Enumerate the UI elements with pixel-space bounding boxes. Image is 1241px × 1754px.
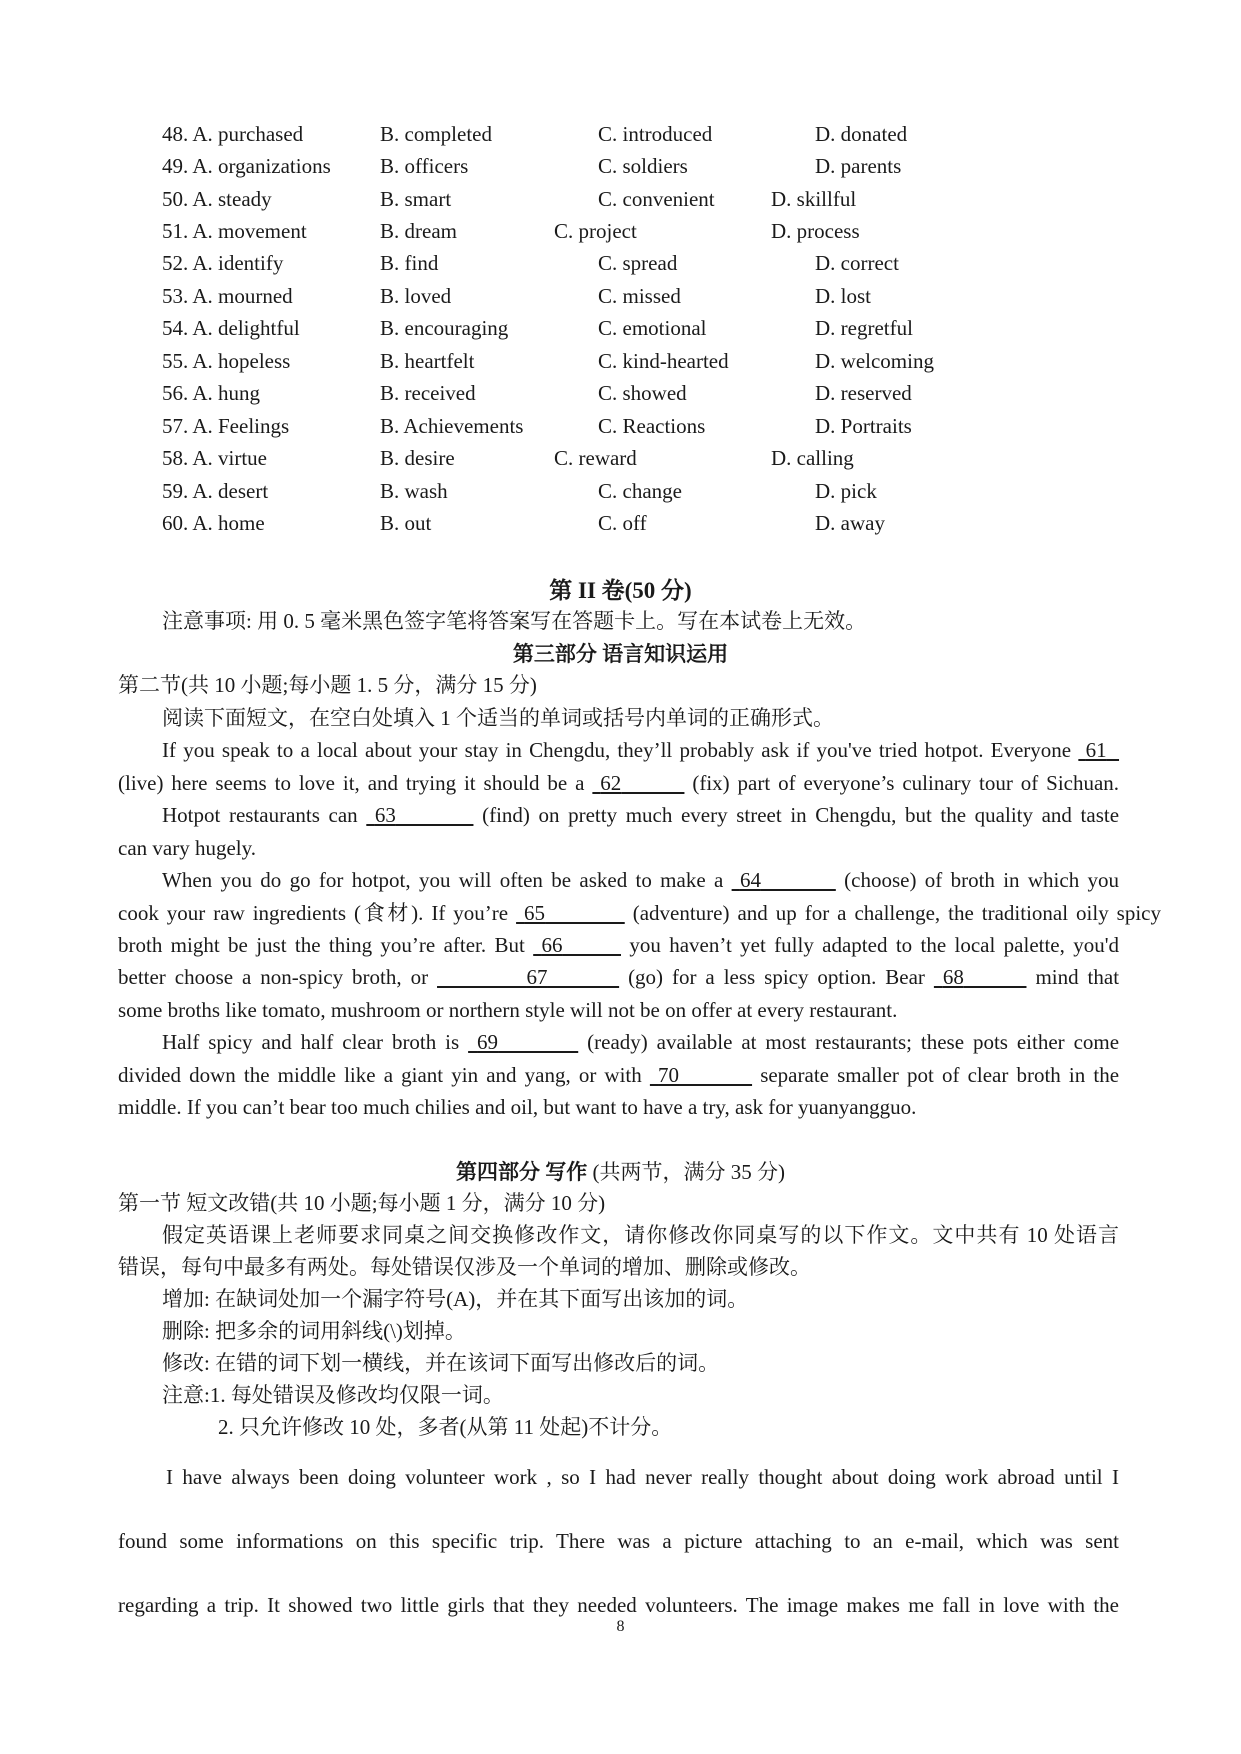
option-b: B. wash xyxy=(380,479,448,503)
passage-line: If you speak to a local about your stay in Chengdu, they’ll probably ask if you've tried hotpot. Everyone 61 xyxy=(162,735,1119,765)
passage-line: middle. If you can’t bear too much chilies and oil, but want to have a try, ask for yuanyangguo. xyxy=(118,1095,917,1119)
option-c: C. off xyxy=(598,511,647,535)
passage-line: When you do go for hotpot, you will often be asked to make a 64 (choose) of broth in which you xyxy=(162,868,1120,892)
delete-rule: 删除: 把多余的词用斜线(\)划掉。 xyxy=(162,1319,466,1343)
option-c: C. project xyxy=(554,219,637,243)
passage-line: broth might be just the thing you’re after. But 66 you haven’t yet fully adapted to the local palette, you'd xyxy=(118,933,1120,957)
option-a: 54. A. delightful xyxy=(162,316,300,340)
part2-notice: 注意事项: 用 0. 5 毫米黑色签字笔将答案写在答题卡上。写在本试卷上无效。 xyxy=(162,609,867,633)
option-d: D. correct xyxy=(815,251,899,275)
part4-title: 第四部分 写作 (共两节，满分 35 分) xyxy=(456,1160,785,1184)
option-c: C. Reactions xyxy=(598,414,706,438)
option-b: B. out xyxy=(380,511,432,535)
essay-line: regarding a trip. It showed two little girls that they needed volunteers. The image makes me fall in love with the xyxy=(118,1593,1119,1617)
blank-69[interactable]: 69 xyxy=(477,1030,499,1054)
blank-64[interactable]: 64 xyxy=(739,868,761,892)
part4-instruction: 错误，每句中最多有两处。每处错误仅涉及一个单词的增加、删除或修改。 xyxy=(118,1255,811,1279)
option-d: D. donated xyxy=(815,122,908,146)
option-c: C. missed xyxy=(598,284,681,308)
option-row-55 xyxy=(0,346,1241,376)
option-row-48 xyxy=(0,119,1241,149)
blank-68[interactable]: 68 xyxy=(942,965,964,989)
part3-title: 第三部分 语言知识运用 xyxy=(512,642,729,666)
option-d: D. process xyxy=(771,219,860,243)
option-a: 57. A. Feelings xyxy=(162,414,290,438)
passage-line: better choose a non-spicy broth, or 67 (go) for a less spicy option. Bear 68 mind that xyxy=(118,965,1120,989)
option-c: C. kind-hearted xyxy=(598,349,729,373)
passage-line: Hotpot restaurants can 63 (find) on pretty much every street in Chengdu, but the quality and taste xyxy=(162,803,1120,827)
blank-63[interactable]: 63 xyxy=(374,803,396,827)
option-a: 58. A. virtue xyxy=(162,446,267,470)
part3-instruction: 阅读下面短文，在空白处填入 1 个适当的单词或括号内单词的正确形式。 xyxy=(162,706,834,730)
option-d: D. pick xyxy=(815,479,877,503)
option-row-50 xyxy=(0,184,1241,214)
option-b: B. encouraging xyxy=(380,316,509,340)
option-a: 59. A. desert xyxy=(162,479,269,503)
part2-title: 第 II 卷(50 分) xyxy=(549,578,692,603)
option-c: C. convenient xyxy=(598,187,715,211)
note-2: 2. 只允许修改 10 处，多者(从第 11 处起)不计分。 xyxy=(218,1415,673,1439)
option-b: B. received xyxy=(380,381,476,405)
note-1: 注意:1. 每处错误及修改均仅限一词。 xyxy=(162,1383,504,1407)
option-d: D. lost xyxy=(815,284,872,308)
blank-66[interactable]: 66 xyxy=(541,933,563,957)
passage-line: can vary hugely. xyxy=(118,836,256,860)
option-c: C. soldiers xyxy=(598,154,688,178)
option-c: C. change xyxy=(598,479,682,503)
option-b: B. desire xyxy=(380,446,455,470)
option-d: D. regretful xyxy=(815,316,913,340)
option-d: D. welcoming xyxy=(815,349,934,373)
option-a: 52. A. identify xyxy=(162,251,284,275)
essay-line: I have always been doing volunteer work , so I had never really thought about doing work abroad until I xyxy=(166,1465,1119,1489)
option-d: D. skillful xyxy=(771,187,857,211)
option-row-60 xyxy=(0,508,1241,538)
blank-67[interactable]: 67 xyxy=(526,965,548,989)
option-d: D. parents xyxy=(815,154,902,178)
option-a: 50. A. steady xyxy=(162,187,272,211)
option-row-52 xyxy=(0,248,1241,278)
option-b: B. dream xyxy=(380,219,457,243)
passage-line: Half spicy and half clear broth is 69 (ready) available at most restaurants; these pots either come xyxy=(162,1030,1120,1054)
option-a: 51. A. movement xyxy=(162,219,307,243)
option-d: D. Portraits xyxy=(815,414,912,438)
option-b: B. find xyxy=(380,251,439,275)
part3-section: 第二节(共 10 小题;每小题 1. 5 分，满分 15 分) xyxy=(118,673,537,697)
essay-line: found some informations on this specific trip. There was a picture attaching to an e-mail, which was sent xyxy=(118,1529,1119,1553)
option-row-57 xyxy=(0,411,1241,441)
option-row-59 xyxy=(0,476,1241,506)
add-rule: 增加: 在缺词处加一个漏字符号(A)，并在其下面写出该加的词。 xyxy=(162,1287,749,1311)
passage-line: cook your raw ingredients (食材). If you’re 65 (adventure) and up for a challenge, the traditional oily spicy xyxy=(118,901,1161,925)
option-b: B. officers xyxy=(380,154,469,178)
modify-rule: 修改: 在错的词下划一横线，并在该词下面写出修改后的词。 xyxy=(162,1351,720,1375)
blank-70[interactable]: 70 xyxy=(658,1063,680,1087)
option-d: D. reserved xyxy=(815,381,912,405)
passage-line: some broths like tomato, mushroom or northern style will not be on offer at every restaurant. xyxy=(118,998,898,1022)
option-row-49 xyxy=(0,151,1241,181)
option-d: D. calling xyxy=(771,446,854,470)
blank-62[interactable]: 62 xyxy=(600,771,622,795)
option-c: C. spread xyxy=(598,251,678,275)
blank-65[interactable]: 65 xyxy=(524,901,546,925)
option-row-56 xyxy=(0,378,1241,408)
option-b: B. loved xyxy=(380,284,452,308)
option-c: C. reward xyxy=(554,446,637,470)
option-c: C. introduced xyxy=(598,122,713,146)
option-a: 49. A. organizations xyxy=(162,154,331,178)
option-a: 48. A. purchased xyxy=(162,122,304,146)
option-a: 60. A. home xyxy=(162,511,265,535)
passage-line: (live) here seems to love it, and trying it should be a 62 (fix) part of everyone’s culinary tour of Sichuan. xyxy=(118,771,1120,795)
option-row-58 xyxy=(0,443,1241,473)
option-b: B. completed xyxy=(380,122,492,146)
option-a: 55. A. hopeless xyxy=(162,349,291,373)
page-number: 8 xyxy=(616,1618,625,1635)
option-c: C. showed xyxy=(598,381,687,405)
option-row-51 xyxy=(0,216,1241,246)
option-a: 53. A. mourned xyxy=(162,284,293,308)
part4-instruction: 假定英语课上老师要求同桌之间交换修改作文，请你修改你同桌写的以下作文。文中共有 10 处语言 xyxy=(162,1223,1119,1247)
option-row-53 xyxy=(0,281,1241,311)
option-c: C. emotional xyxy=(598,316,707,340)
option-row-54 xyxy=(0,313,1241,343)
blank-61[interactable]: 61 xyxy=(1085,738,1107,762)
passage-line: divided down the middle like a giant yin and yang, or with 70 separate smaller pot of clear broth in the xyxy=(118,1063,1120,1087)
option-b: B. smart xyxy=(380,187,452,211)
option-b: B. heartfelt xyxy=(380,349,475,373)
option-d: D. away xyxy=(815,511,885,535)
part4-section: 第一节 短文改错(共 10 小题;每小题 1 分，满分 10 分) xyxy=(118,1191,606,1215)
option-b: B. Achievements xyxy=(380,414,524,438)
option-a: 56. A. hung xyxy=(162,381,261,405)
